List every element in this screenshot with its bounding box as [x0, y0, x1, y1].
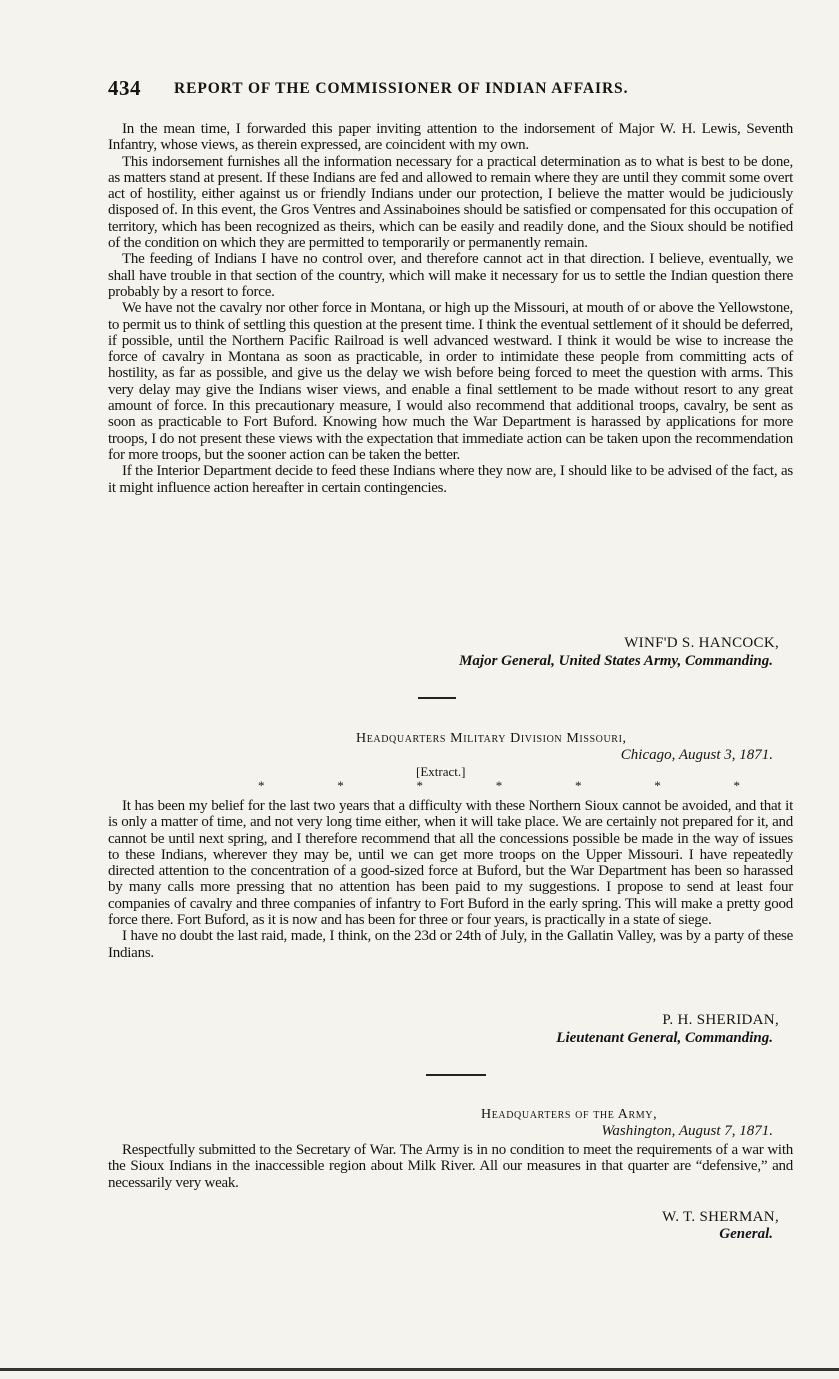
page-header: [108, 76, 718, 102]
sherman-date-line: [601, 1123, 773, 1140]
asterisk: *: [733, 778, 740, 793]
paragraph: Respectfully submitted to the Secretary of War. The Army is in no condition to meet the requirements of a war with the Sioux Indians in the inaccessible region about Milk River. All our measures in that quarter are “defensive,” and necessarily very weak.: [108, 1142, 793, 1191]
sherman-letter-body: [108, 1142, 793, 1191]
running-head: REPORT OF THE COMMISSIONER OF INDIAN AFFAIRS.: [174, 80, 629, 97]
sheridan-date-line: [621, 747, 773, 764]
paragraph: It has been my belief for the last two years that a difficulty with these Northern Sioux cannot be avoided, and that it is only a matter of time, and not very long time either, when it will take place. We are certainly not prepared for it, and cannot be until next spring, and I therefore recommend that all the concessions possible be made in the way of issues to these Indians, wherever they may be, until we can get more troops on the Upper Missouri. I have repeatedly directed attention to the concentration of a good-sized force at Buford, but the War Department has been so harassed by many calls more pressing that no attention has been paid to my suggestions. I propose to send at least four companies of cavalry and three companies of infantry to Fort Buford in the early spring. This will make a pretty good force there. Fort Buford, as it is now and has been for three or four years, is practically in a state of siege.: [108, 798, 793, 929]
sheridan-headquarters-line: Headquarters Military Division Missouri,: [356, 731, 627, 746]
sherman-headquarters-line: Headquarters of the Army,: [481, 1107, 658, 1122]
hancock-letter-body: [108, 121, 793, 496]
page-number: 434: [108, 76, 141, 100]
sheridan-signature: P. H. SHERIDAN,: [662, 1012, 779, 1028]
paragraph: This indorsement furnishes all the information necessary for a practical determination as to what is best to be done, as matters stand at present. If these Indians are fed and allowed to remain where they are until they commit some overt act of hostility, either against us or friendly Indians under our protection, I believe the matter would be judiciously disposed of. In this event, the Gros Ventres and Assinaboines should be satisfied or compensated for this occupation of territory, which has been recognized as theirs, which can be easily and readily done, and the Sioux should be notified of the condition on which they are permitted to temporarily or permanently remain.: [108, 153, 793, 252]
sheridan-signature-title: Lieutenant General, Commanding.: [556, 1030, 773, 1046]
hancock-signature: WINF'D S. HANCOCK,: [624, 635, 779, 651]
extract-label: [Extract.]: [416, 764, 466, 779]
section-divider: [426, 1074, 486, 1076]
page-bottom-edge: [0, 1368, 839, 1371]
paragraph: The feeding of Indians I have no control over, and therefore cannot act in that direction. I believe, eventually, we shall have trouble in that section of the country, which will make it necessary for us to settle the Indian question there probably by a resort to force.: [108, 251, 793, 300]
sheridan-date: Chicago, August 3, 1871.: [620, 747, 773, 763]
asterisk: *: [495, 778, 503, 793]
asterisk: *: [654, 778, 661, 793]
sherman-signature: W. T. SHERMAN,: [662, 1209, 779, 1225]
sherman-date: Washington, August 7, 1871.: [601, 1123, 773, 1139]
asterisk: *: [575, 778, 582, 793]
sherman-signature-title: General.: [719, 1226, 773, 1242]
section-divider: [418, 697, 456, 699]
hancock-signature-title: Major General, United States Army, Commanding.: [459, 653, 773, 669]
asterisk: *: [258, 778, 265, 793]
asterisk: *: [337, 778, 344, 793]
paragraph: We have not the cavalry nor other force in Montana, or high up the Missouri, at mouth of or above the Yellowstone, to permit us to think of settling this question at the present time. I think the eventual settlement of it should be deferred, if possible, until the Northern Pacific Railroad is well advanced westward. I think it would be wise to increase the force of cavalry in Montana as soon as practicable, in order to intimidate these people from committing acts of hostility, as far as possible, and give us the delay we wish before being forced to meet the question with arms. This very delay may give the Indians wiser views, and enable a final settlement to be made without resort to any great amount of force. In this precautionary measure, I would also recommend that additional troops, cavalry, be sent as soon as practicable to Fort Buford. Knowing how much the War Department is harassed by applications for more troops, I do not present these views with the expectation that immediate action can be taken upon the recommendation for more troops, but the sooner action can be taken the better.: [108, 300, 794, 463]
sheridan-letter-body: [108, 798, 793, 961]
paragraph: I have no doubt the last raid, made, I think, on the 23d or 24th of July, in the Gallatin Valley, was by a party of these Indians.: [108, 928, 793, 961]
asterisk: *: [416, 778, 423, 793]
ellipsis-asterisks: [258, 778, 740, 794]
paragraph: If the Interior Department decide to feed these Indians where they now are, I should like to be advised of the fact, as it might influence action hereafter in certain contingencies.: [108, 463, 793, 496]
paragraph: In the mean time, I forwarded this paper inviting attention to the indorsement of Major W. H. Lewis, Seventh Infantry, whose views, as therein expressed, are coincident with my own.: [108, 121, 793, 154]
